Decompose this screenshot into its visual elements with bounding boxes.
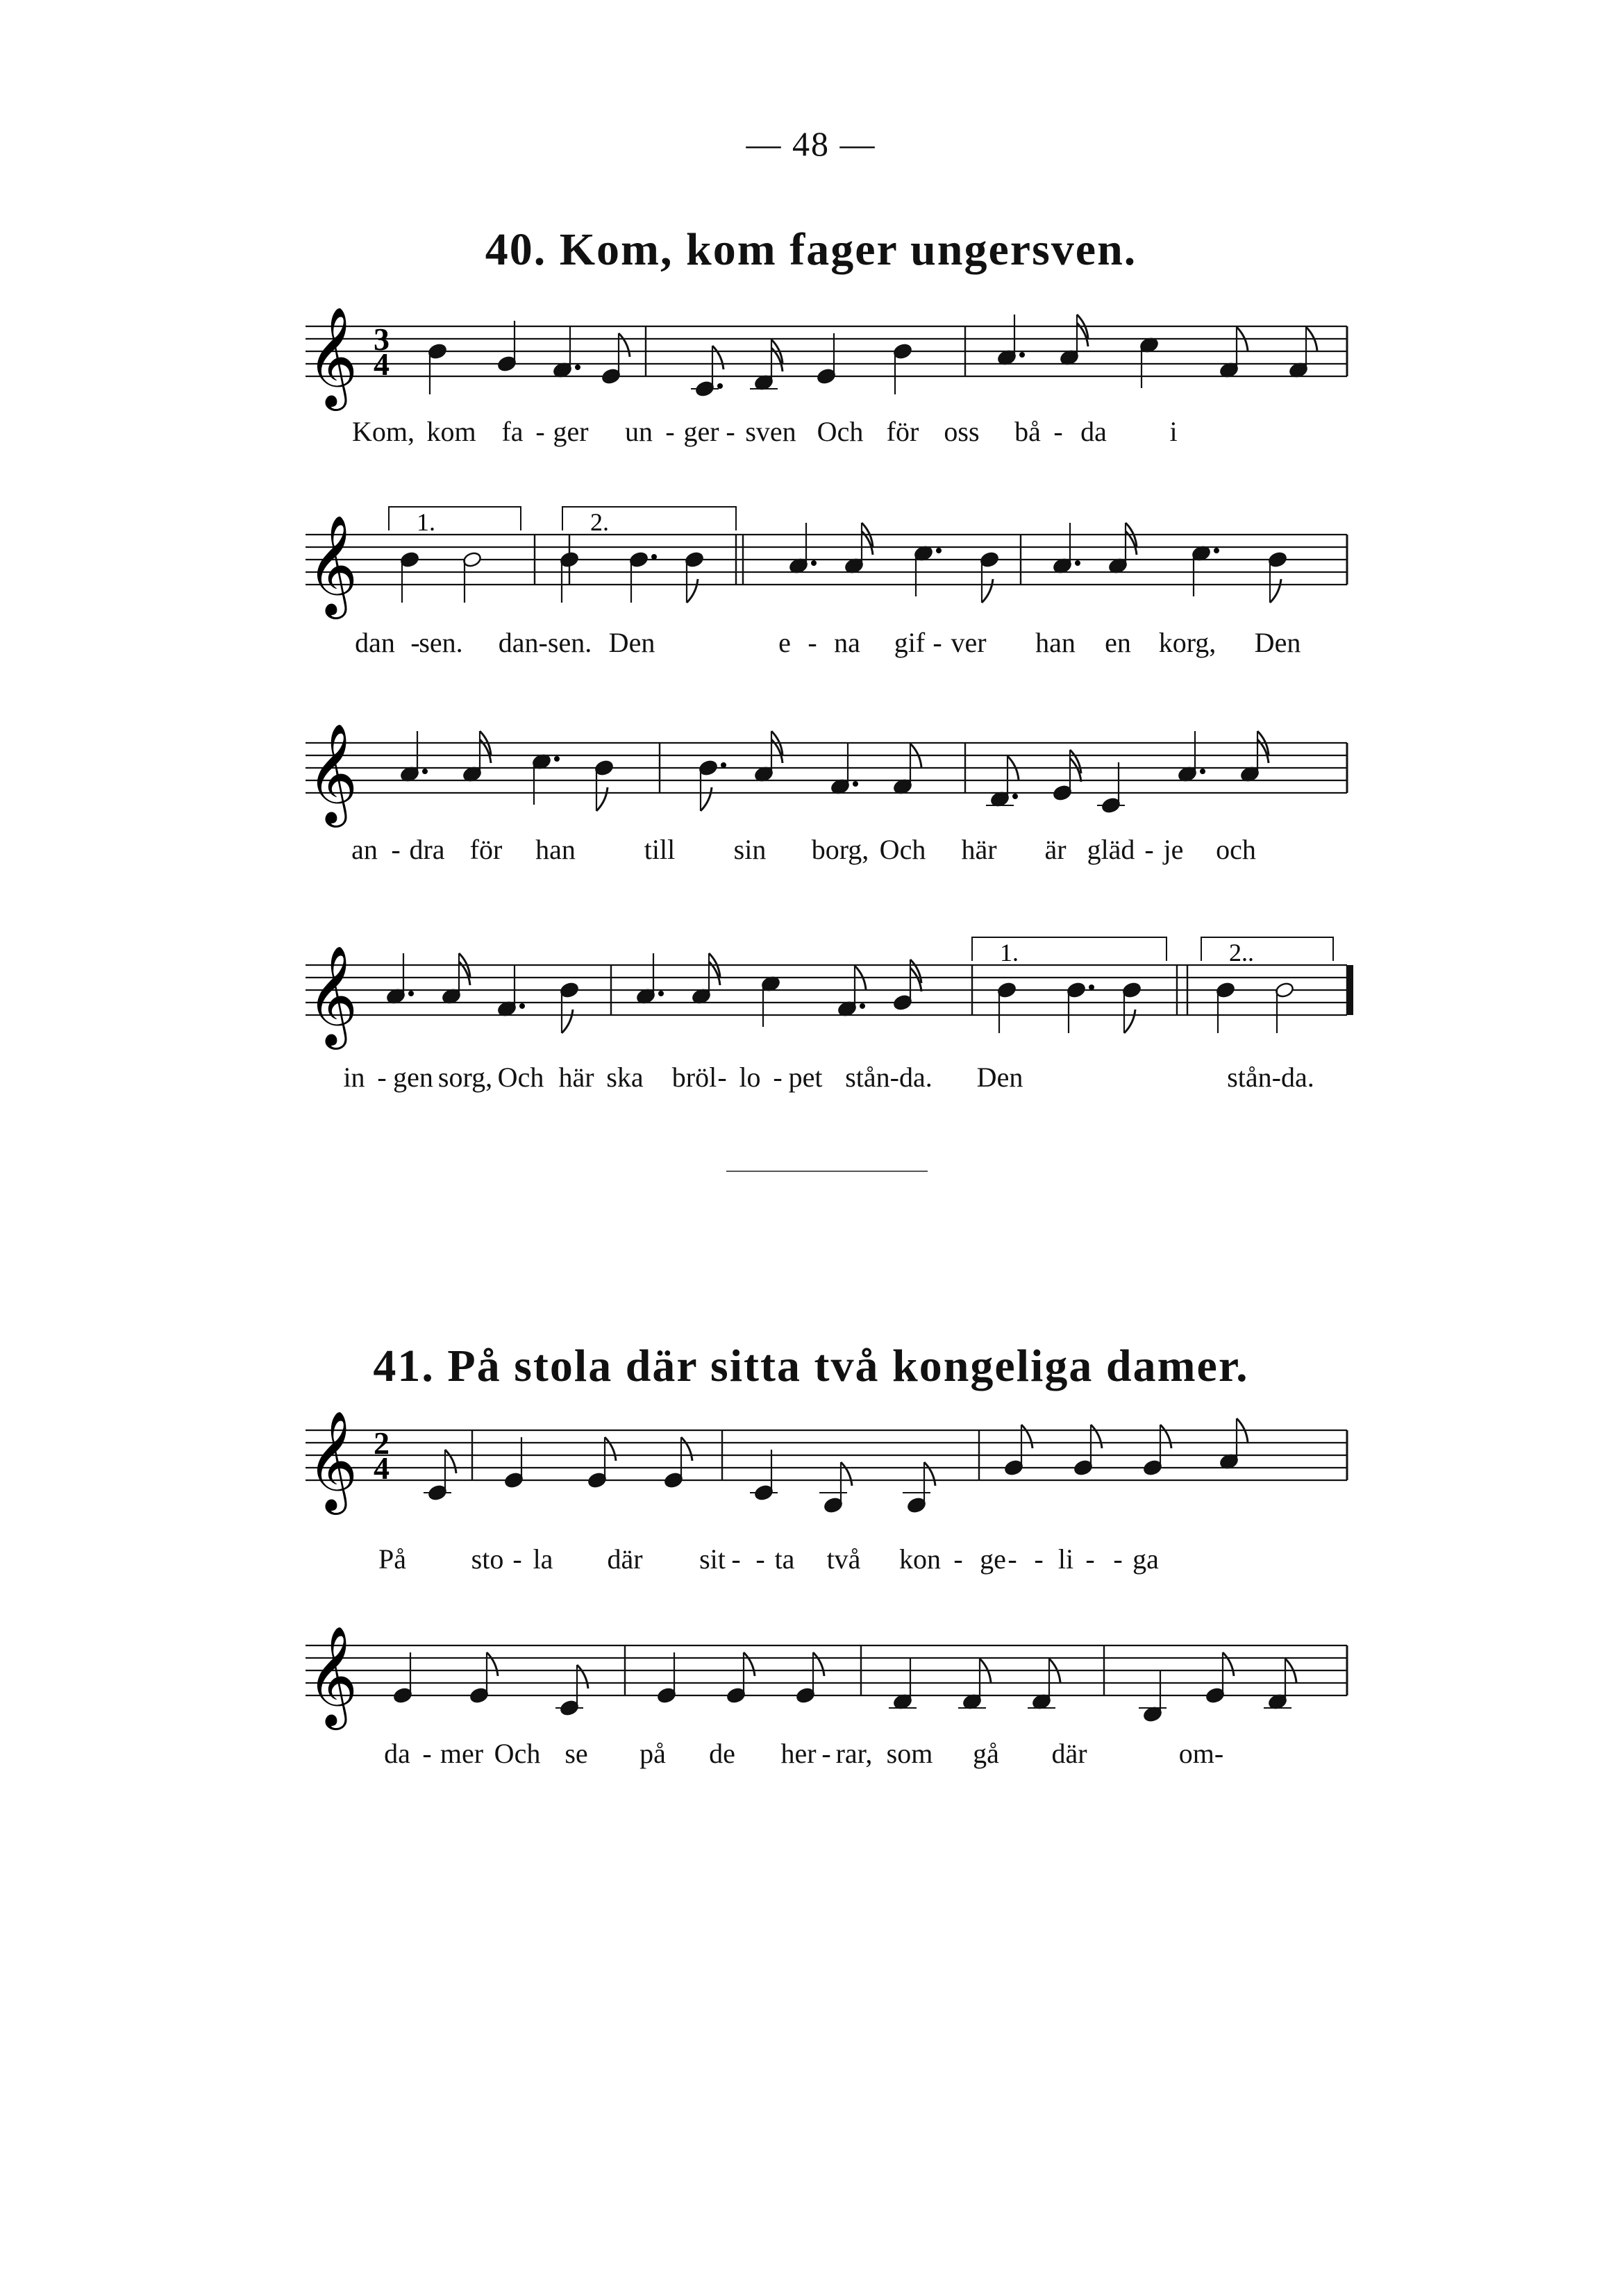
song-title-40: 40. Kom, kom fager ungersven. [485,224,1137,275]
music-staff [306,923,1375,1062]
lyric-syllable: - [1034,1543,1044,1575]
lyric-syllable: sit [699,1543,726,1575]
lyric-syllable: som [886,1738,933,1769]
note-dot [1012,794,1018,799]
lyric-syllable: Den [976,1062,1023,1093]
lyric-syllable: - [1085,1543,1095,1575]
lyric-syllable: sorg, [437,1062,493,1093]
final-barline [1347,965,1353,1015]
lyric-syllable: Den [1254,627,1301,658]
music-staff [306,307,1375,424]
lyric-syllable: - [1008,1543,1017,1575]
volta-number: 1. [1000,939,1019,966]
lyric-syllable: lo [739,1062,761,1093]
lyric-syllable: - [726,416,735,447]
note-flag [1021,1425,1032,1448]
lyric-syllable: un [625,416,653,447]
lyric-syllable: - [422,1738,432,1769]
lyric-syllable: - [512,1543,522,1575]
lyric-syllable: en [1105,627,1131,658]
lyric-syllable: här [558,1062,594,1093]
volta-number: 1. [417,508,435,536]
treble-clef-icon: 𝄞 [307,723,358,823]
lyric-syllable: li [1057,1543,1074,1575]
lyric-syllable: i [1169,416,1178,447]
volta-bracket [1201,937,1333,961]
lyric-syllable: - [410,627,420,658]
note-dot [1019,352,1025,358]
lyric-syllable: gif [894,627,926,658]
lyric-syllable: - [1113,1543,1123,1575]
lyric-syllable: na [834,627,860,658]
lyric-syllable: till [644,834,676,865]
volta-number: 2.. [1229,939,1254,966]
lyric-syllable: pet [788,1062,823,1093]
lyric-syllable: gå [973,1738,999,1769]
note-dot [936,548,942,553]
lyric-syllable: her [780,1738,817,1769]
treble-clef-icon: 𝄞 [307,307,358,407]
lyric-syllable: Och [494,1738,541,1769]
note-flag [1124,1009,1135,1033]
lyric-syllable: stån-da. [845,1062,933,1093]
lyric-syllable: och [1216,834,1256,865]
note-dot [721,762,726,768]
note-flag [1091,1425,1102,1448]
lyric-syllable: - [535,416,545,447]
lyric-syllable: - [1144,834,1154,865]
lyric-syllable: Den [608,627,655,658]
lyric-syllable: här [961,834,997,865]
lyric-syllable: där [1051,1738,1087,1769]
lyric-syllable: sin [733,834,767,865]
note-flag [1223,1652,1234,1676]
note-flag [562,1009,573,1033]
lyric-syllable: oss [944,416,980,447]
lyric-syllable: da [384,1738,410,1769]
lyric-syllable: de [709,1738,735,1769]
note-dot [811,560,817,566]
note-dot [1089,984,1094,990]
lyric-syllable: dra [409,834,445,865]
note-flag [982,579,993,603]
lyric-syllable: rar, [835,1738,873,1769]
lyric-syllable: - [717,1062,727,1093]
note-dot [651,554,657,560]
time-signature-numerator: 3 [374,321,390,357]
lyric-syllable: an [351,834,378,865]
section-divider [726,1171,928,1172]
note-dot [658,991,664,996]
lyric-syllable: - [808,627,817,658]
note-flag [744,1652,755,1676]
lyric-syllable: fa [501,416,524,447]
note-dot [1075,560,1080,566]
lyric-syllable: dan [355,627,395,658]
note-dot [1200,769,1205,774]
music-staff [306,493,1375,632]
lyric-syllable: ta [774,1543,795,1575]
lyric-syllable: för [886,416,919,447]
lyric-syllable: om- [1178,1738,1224,1769]
treble-clef-icon: 𝄞 [307,1626,358,1726]
lyric-syllable: je [1163,834,1184,865]
lyric-syllable: Kom, [352,416,415,447]
note-flag [1160,1425,1171,1448]
lyric-syllable: ska [606,1062,644,1093]
lyric-syllable: - [731,1543,741,1575]
time-signature-denominator: 4 [374,1450,390,1486]
time-signature-numerator: 2 [374,1425,390,1461]
note-dot [717,383,723,389]
lyric-syllable: da [1080,416,1107,447]
lyric-syllable: På [378,1543,406,1575]
lyric-syllable: dan-sen. [498,627,592,658]
music-staff [306,1411,1375,1541]
note-dot [860,1003,865,1009]
music-system [306,722,1375,889]
lyric-syllable: stån-da. [1227,1062,1314,1093]
lyric-syllable: - [391,834,401,865]
note-flag [605,1437,616,1461]
note-dot [519,1003,525,1009]
lyric-syllable: ger [553,416,589,447]
lyric-syllable: två [826,1543,861,1575]
lyric-syllable: Och [817,416,864,447]
note-flag [681,1437,692,1461]
note-flag [712,346,724,369]
lyric-syllable: ge [980,1543,1006,1575]
treble-clef-icon: 𝄞 [307,515,358,615]
lyric-syllable: - [377,1062,387,1093]
lyric-syllable: Och [879,834,926,865]
note-dot [853,781,858,787]
note-flag [910,968,921,991]
lyric-syllable: kon [899,1543,941,1575]
note-dot [422,769,428,774]
lyric-syllable: sto [471,1543,504,1575]
lyric-syllable: ver [951,627,987,658]
lyric-syllable: mer [440,1738,484,1769]
lyric-syllable: bå [1014,416,1041,447]
lyric-syllable: - [1053,416,1063,447]
volta-bracket [389,507,521,530]
note-flag [619,333,630,357]
lyric-syllable: gen [393,1062,433,1093]
lyric-syllable: ga [1132,1543,1159,1575]
note-flag [924,1462,935,1486]
lyric-syllable: se [565,1738,588,1769]
treble-clef-icon: 𝄞 [307,1411,358,1511]
treble-clef-icon: 𝄞 [307,946,358,1046]
song-title-41: 41. På stola där sitta två kongeliga damer. [373,1341,1249,1391]
music-system [306,1625,1375,1798]
lyric-syllable: bröl [671,1062,717,1093]
lyric-syllable: ger [683,416,719,447]
note-flag [813,1652,824,1676]
music-system [306,1411,1375,1597]
lyric-syllable: han [1035,627,1076,658]
lyric-syllable: - [773,1062,783,1093]
volta-bracket [562,507,736,530]
volta-number: 2. [590,508,609,536]
music-system [306,307,1375,472]
lyric-syllable: - [755,1543,765,1575]
note-dot [1214,548,1219,553]
lyric-syllable: in [343,1062,365,1093]
note-flag [687,579,698,603]
lyric-syllable: kom [426,416,476,447]
note-dot [408,991,414,996]
note-flag [1070,758,1081,782]
lyric-syllable: Och [497,1062,544,1093]
lyric-syllable: han [535,834,576,865]
lyric-syllable: gläd [1087,834,1135,865]
lyric-syllable: - [933,627,942,658]
lyric-syllable: la [533,1543,553,1575]
lyric-syllable: där [607,1543,643,1575]
note-flag [487,1652,498,1676]
lyric-syllable: är [1044,834,1067,865]
lyric-syllable: sven [745,416,796,447]
lyric-syllable: e [778,627,791,658]
lyric-syllable: - [953,1543,963,1575]
music-system [306,923,1375,1118]
lyric-syllable: - [665,416,675,447]
note-dot [575,364,580,370]
lyric-syllable: sen. [419,627,463,658]
time-signature-denominator: 4 [374,346,390,382]
note-flag [445,1450,456,1473]
page-number: — 48 — [746,124,876,163]
note-dot [554,756,560,762]
note-flag [1070,750,1081,773]
music-system [306,493,1375,680]
note-flag [701,787,712,811]
music-staff [306,1625,1375,1743]
lyric-syllable: borg, [811,834,869,865]
note-flag [841,1462,852,1486]
note-flag [577,1665,588,1689]
lyric-syllable: på [639,1738,666,1769]
lyric-syllable: korg, [1158,627,1216,658]
note-flag [596,787,608,811]
lyric-syllable: för [469,834,503,865]
music-staff [306,722,1375,840]
lyric-syllable: - [821,1738,831,1769]
note-flag [1270,579,1281,603]
note-flag [910,960,921,983]
